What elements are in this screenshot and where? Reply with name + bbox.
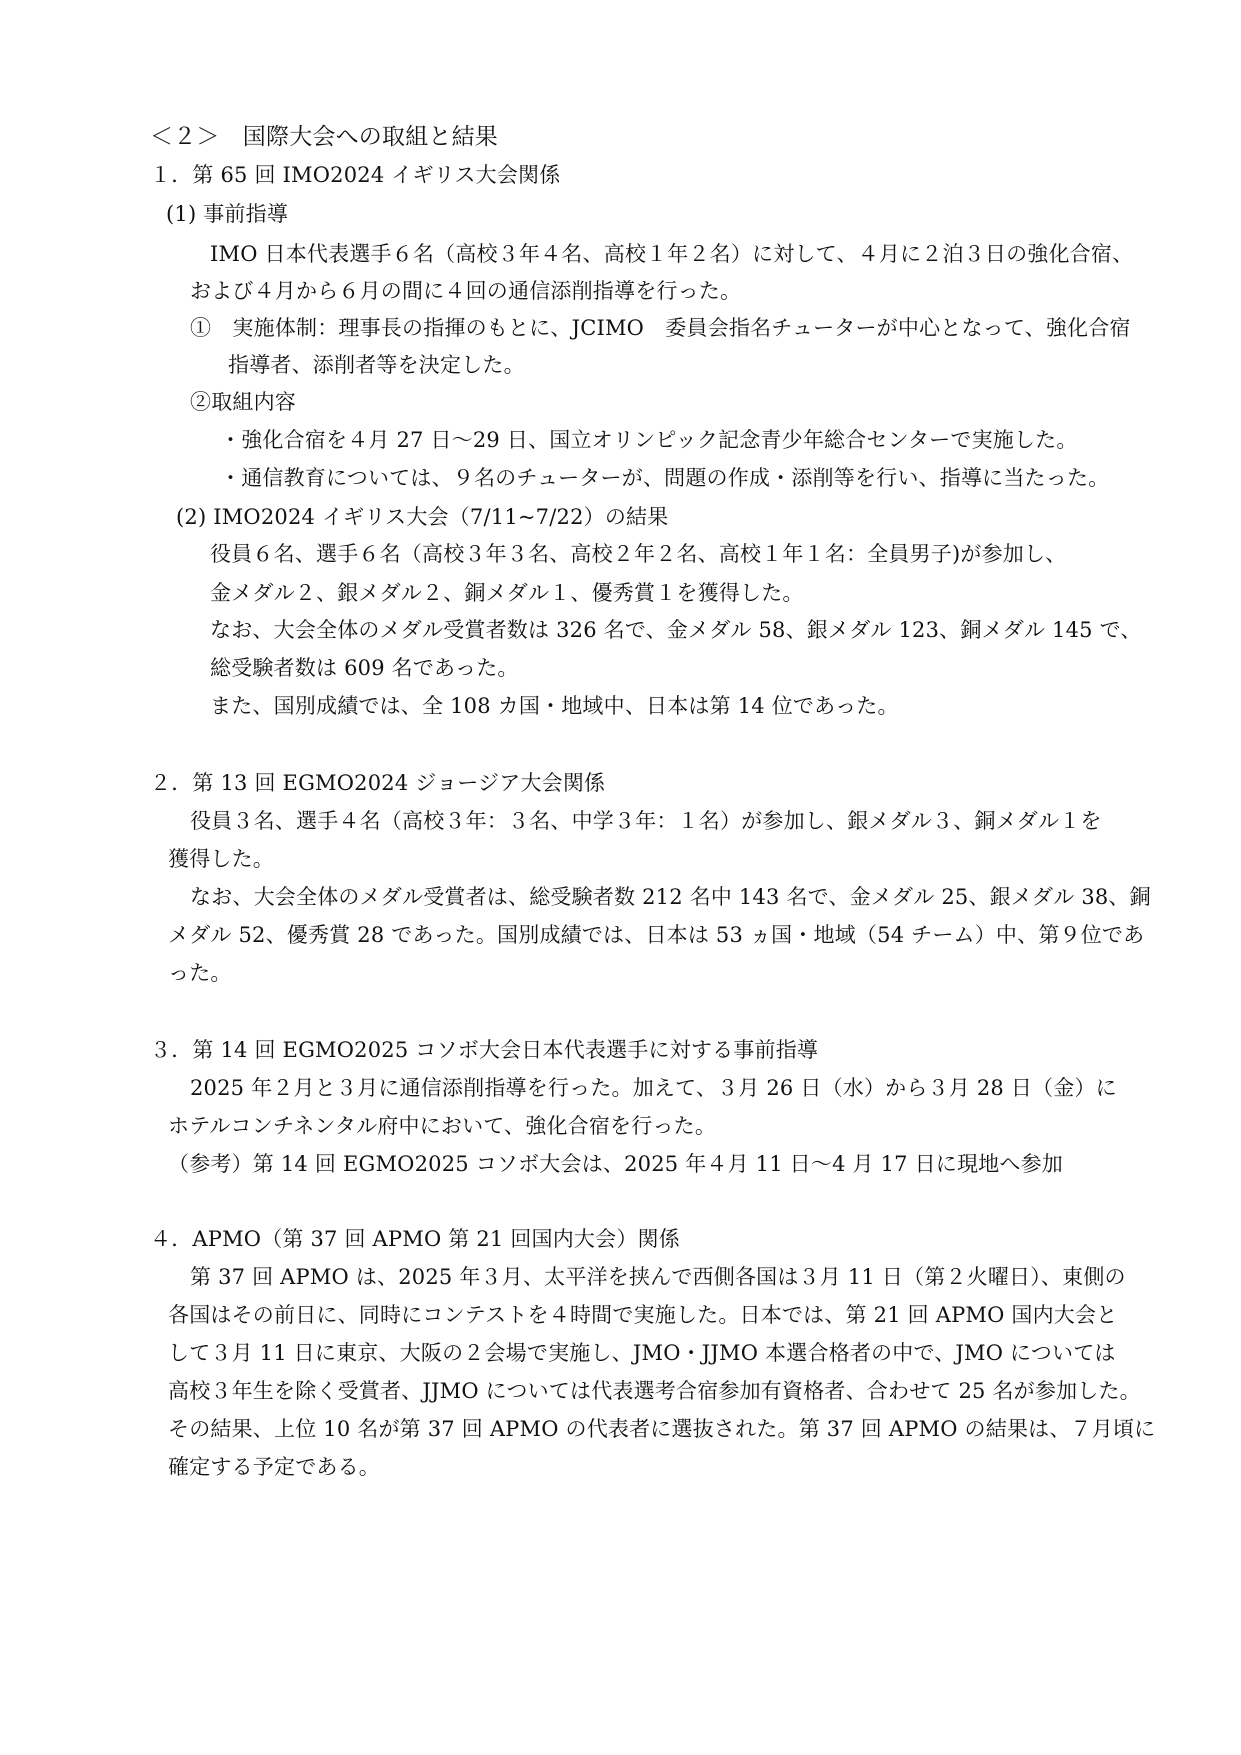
paragraph-line: なお、大会全体のメダル受賞者は、総受験者数 212 名中 143 名で、金メダル 25、銀メダル 38、銅	[190, 885, 1151, 909]
paragraph-line: 第 37 回 APMO は、2025 年３月、太平洋を挟んで西側各国は３月 11 日（第２火曜日）、東側の	[190, 1265, 1126, 1289]
section-3-heading: ３．第 14 回 EGMO2025 コソボ大会日本代表選手に対する事前指導	[150, 1038, 819, 1062]
list-item-2-heading: ②取組内容	[190, 390, 296, 414]
paragraph-line: 役員３名、選手４名（高校３年：３名、中学３年：１名）が参加し、銀メダル３、銅メダル１を	[190, 809, 1102, 833]
paragraph-line: ホテルコンチネンタル府中において、強化合宿を行った。	[168, 1114, 717, 1138]
list-item-1-line: 指導者、添削者等を決定した。	[228, 353, 525, 377]
paragraph-line: IMO 日本代表選手６名（高校３年４名、高校１年２名）に対して、４月に２泊３日の強化合宿、	[210, 242, 1134, 266]
paragraph-line: その結果、上位 10 名が第 37 回 APMO の代表者に選抜された。第 37 回 APMO の結果は、７月頃に	[168, 1417, 1156, 1441]
paragraph-line: 金メダル２、銀メダル２、銅メダル１、優秀賞１を獲得した。	[210, 581, 804, 605]
paragraph-line: 2025 年２月と３月に通信添削指導を行った。加えて、３月 26 日（水）から３月 28 日（金）に	[190, 1076, 1117, 1100]
subsection-1-1-heading: (1) 事前指導	[166, 202, 289, 226]
section-1-heading: １．第 65 回 IMO2024 イギリス大会関係	[150, 163, 561, 187]
paragraph-line: また、国別成績では、全 108 カ国・地域中、日本は第 14 位であった。	[210, 694, 899, 718]
paragraph-line: なお、大会全体のメダル受賞者数は 326 名で、金メダル 58、銀メダル 123、銅メダル 145 で、	[210, 618, 1142, 642]
paragraph-line: 総受験者数は 609 名であった。	[210, 656, 519, 680]
section-4-heading: ４．APMO（第 37 回 APMO 第 21 回国内大会）関係	[150, 1227, 680, 1251]
paragraph-line: った。	[168, 961, 232, 985]
bullet-item: ・通信教育については、９名のチューターが、問題の作成・添削等を行い、指導に当たった。	[220, 466, 1110, 490]
paragraph-line: 各国はその前日に、同時にコンテストを４時間で実施した。日本では、第 21 回 APMO 国内大会と	[168, 1303, 1118, 1327]
bullet-item: ・強化合宿を４月 27 日～29 日、国立オリンピック記念青少年総合センターで実施した。	[220, 428, 1078, 452]
document-title: ＜２＞ 国際大会への取組と結果	[150, 124, 498, 150]
paragraph-line: して３月 11 日に東京、大阪の２会場で実施し、JMO・JJMO 本選合格者の中で、JMO については	[168, 1341, 1116, 1365]
paragraph-line: 確定する予定である。	[168, 1455, 380, 1479]
paragraph-line: および４月から６月の間に４回の通信添削指導を行った。	[190, 279, 742, 303]
subsection-1-2-heading: (2) IMO2024 イギリス大会（7/11~7/22）の結果	[176, 505, 669, 529]
paragraph-line: 役員６名、選手６名（高校３年３名、高校２年２名、高校１年１名：全員男子)が参加し、	[210, 542, 1067, 566]
list-item-1-line: ① 実施体制：理事長の指揮のもとに、JCIMO 委員会指名チューターが中心となって、強化合宿	[190, 316, 1131, 340]
reference-note: （参考）第 14 回 EGMO2025 コソボ大会は、2025 年４月 11 日～4 月 17 日に現地へ参加	[168, 1152, 1063, 1176]
paragraph-line: 獲得した。	[168, 847, 274, 871]
paragraph-line: 高校３年生を除く受賞者、JJMO については代表選考合宿参加有資格者、合わせて 25 名が参加した。	[168, 1379, 1141, 1403]
paragraph-line: メダル 52、優秀賞 28 であった。国別成績では、日本は 53 ヵ国・地域（54 チーム）中、第９位であ	[168, 923, 1145, 947]
section-2-heading: ２．第 13 回 EGMO2024 ジョージア大会関係	[150, 771, 606, 795]
